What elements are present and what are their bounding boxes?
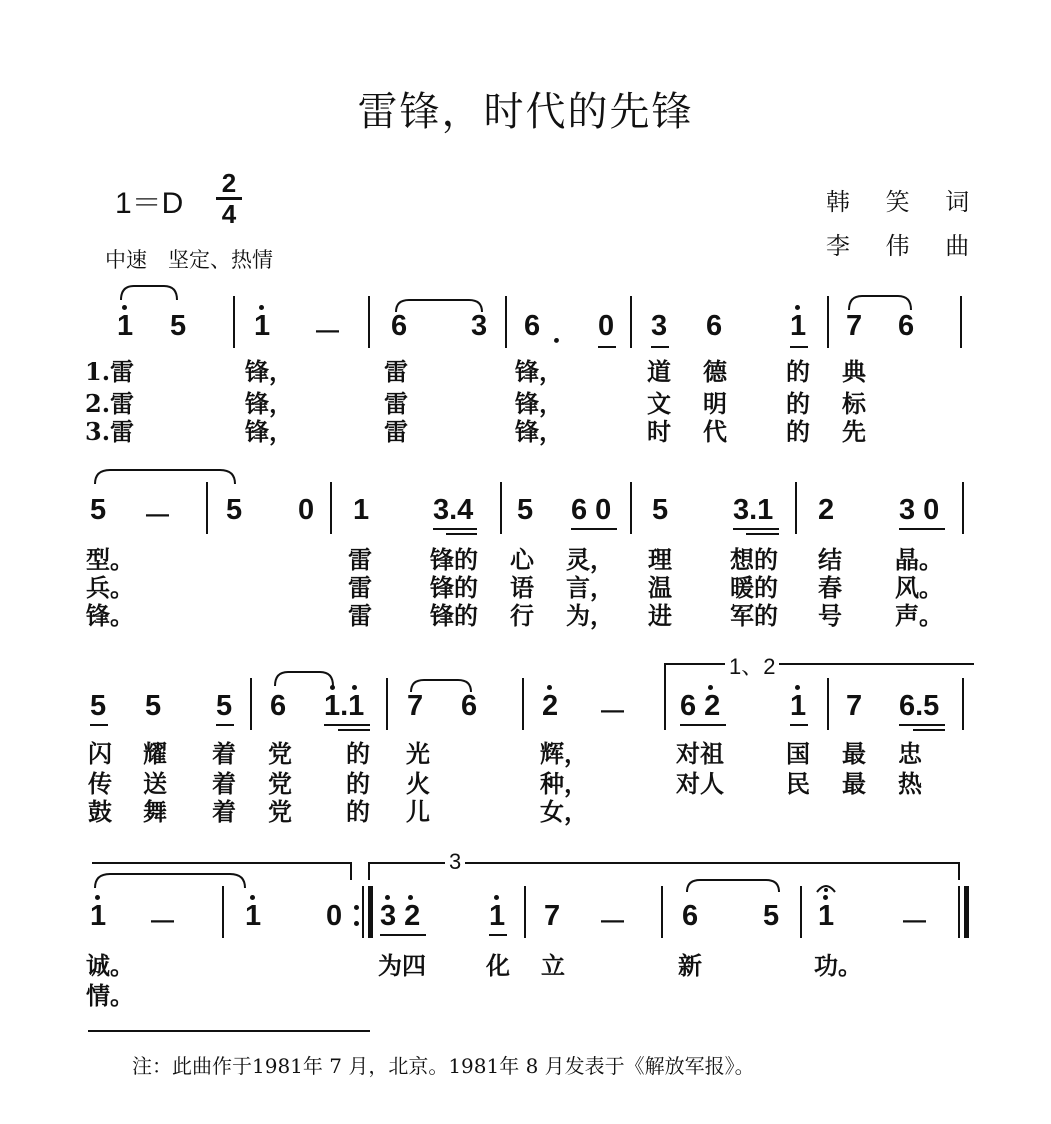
note: 6 [682, 900, 699, 932]
lyric: 锋的 [430, 545, 478, 574]
lyricist-credit: 韩 笑 词 [826, 188, 984, 216]
volta-3-label: 3 [445, 849, 465, 875]
lyric: 着 [212, 769, 236, 798]
lyric: 锋。 [86, 601, 134, 630]
lyric: 文 [647, 389, 671, 418]
slur [92, 870, 248, 890]
lyric: 的 [346, 769, 370, 798]
volta-1-2-label: 1、2 [725, 650, 779, 681]
lyric: 党 [268, 769, 292, 798]
lyric: 鼓 [88, 797, 112, 826]
lyric: 对祖 [676, 739, 724, 768]
note: 6.5 [899, 690, 940, 722]
footnote: 注：此曲作于1981年 7 月，北京。1981年 8 月发表于《解放军报》。 [132, 1054, 755, 1078]
note: 5 [216, 690, 233, 722]
lyric: 对人 [676, 769, 724, 798]
note: 1 [117, 310, 134, 342]
lyric: 新 [678, 951, 702, 980]
fermata-icon [815, 880, 837, 894]
note: 3 [651, 310, 668, 342]
lyric: 种， [540, 769, 588, 798]
lyric: 灵， [566, 545, 614, 574]
note: － [598, 907, 628, 939]
time-signature-top: 2 [221, 168, 237, 198]
lyric: 进 [648, 601, 672, 630]
lyric: 为四 [378, 951, 426, 980]
lyric: 时 [647, 417, 671, 446]
time-signature [212, 170, 246, 227]
note: 6 [270, 690, 287, 722]
note: 7 [407, 690, 424, 722]
lyric: 雷 [384, 357, 408, 386]
note: 6 [706, 310, 723, 342]
note: 5 [90, 690, 107, 722]
lyric: 理 [648, 545, 672, 574]
note: 1 [245, 900, 262, 932]
note: 1 [353, 494, 370, 526]
note: 3.4 [433, 494, 474, 526]
lyric: 功。 [814, 951, 862, 980]
time-signature-bottom: 4 [221, 199, 237, 229]
lyric: 为， [566, 601, 614, 630]
lyric: 1.雷 [85, 357, 135, 386]
lyric: 着 [212, 797, 236, 826]
lyric: 先 [842, 417, 866, 446]
lyric: 舞 [143, 797, 167, 826]
footnote-rule [88, 1030, 370, 1032]
lyric: 着 [212, 739, 236, 768]
note: 7 [544, 900, 561, 932]
lyric: 典 [842, 357, 866, 386]
lyric: 儿 [406, 797, 430, 826]
lyric: 言， [566, 573, 614, 602]
note: 1 [254, 310, 271, 342]
lyric: 2.雷 [85, 389, 135, 418]
slur [846, 292, 914, 312]
lyric: 辉， [540, 739, 588, 768]
note: 2 [542, 690, 559, 722]
slur [272, 668, 336, 688]
lyric: 想的 [730, 545, 778, 574]
lyric: 德 [703, 357, 727, 386]
note: － [143, 501, 173, 533]
lyric: 锋， [245, 417, 293, 446]
note: 3.1 [733, 494, 774, 526]
lyric: 最 [842, 739, 866, 768]
note: 7 [846, 690, 863, 722]
lyric: 的 [786, 357, 810, 386]
note: － [598, 697, 628, 729]
lyric: 号 [818, 601, 842, 630]
note: 1 [489, 900, 506, 932]
slur [118, 282, 180, 302]
lyric: 锋， [515, 357, 563, 386]
note: 3 0 [899, 494, 940, 526]
tempo-marking: 中速 坚定、热情 [105, 248, 273, 272]
note: 5 [170, 310, 187, 342]
lyric: 锋， [245, 389, 293, 418]
note: － [313, 317, 343, 349]
lyric: 的 [786, 389, 810, 418]
lyric: 心 [510, 545, 534, 574]
note: 5 [652, 494, 669, 526]
lyric: 行 [510, 601, 534, 630]
slur [92, 466, 238, 486]
lyric: 道 [647, 357, 671, 386]
lyric: 情。 [86, 981, 134, 1010]
lyric: 型。 [86, 545, 134, 574]
note: 5 [145, 690, 162, 722]
note: 2 [818, 494, 835, 526]
lyric: 明 [703, 389, 727, 418]
note: 6 2 [680, 690, 721, 722]
lyric: 女， [540, 797, 588, 826]
lyric: 标 [842, 389, 866, 418]
lyric: 火 [406, 769, 430, 798]
lyric: 风。 [895, 573, 943, 602]
lyric: 化 [486, 951, 510, 980]
lyric: 闪 [88, 739, 112, 768]
lyric: 诚。 [86, 951, 134, 980]
note: 6 0 [571, 494, 612, 526]
lyric: 锋， [515, 417, 563, 446]
lyric: 的 [346, 797, 370, 826]
lyric: 暖的 [730, 573, 778, 602]
composer-credit: 李 伟 曲 [826, 232, 984, 260]
lyric: 的 [346, 739, 370, 768]
note: 5 [517, 494, 534, 526]
note: 0 [326, 900, 343, 932]
lyric: 送 [143, 769, 167, 798]
key-signature: 1＝D [115, 187, 184, 220]
note: 3 2 [380, 900, 421, 932]
lyric: 雷 [384, 389, 408, 418]
note: 3 [471, 310, 488, 342]
note: 1 [790, 690, 807, 722]
lyric: 语 [510, 573, 534, 602]
note: 1 [790, 310, 807, 342]
note: 1.1 [324, 690, 365, 722]
note: － [148, 907, 178, 939]
lyric: 的 [786, 417, 810, 446]
lyric: 最 [842, 769, 866, 798]
lyric: 雷 [384, 417, 408, 446]
lyric: 锋， [245, 357, 293, 386]
note: 5 [90, 494, 107, 526]
lyric: 立 [541, 951, 565, 980]
lyric: 党 [268, 739, 292, 768]
lyric: 结 [818, 545, 842, 574]
lyric: 党 [268, 797, 292, 826]
lyric: 光 [406, 739, 430, 768]
lyric: 锋， [515, 389, 563, 418]
note: 6 [524, 310, 541, 342]
note: 1 [818, 900, 835, 932]
slur [408, 676, 474, 694]
slur [684, 876, 782, 894]
lyric: 晶。 [895, 545, 943, 574]
note: 6 [461, 690, 478, 722]
note: 1 [90, 900, 107, 932]
lyric: 雷 [348, 573, 372, 602]
note: 5 [763, 900, 780, 932]
lyric: 雷 [348, 601, 372, 630]
lyric: 温 [648, 573, 672, 602]
note: 6 [391, 310, 408, 342]
lyric: 声。 [895, 601, 943, 630]
lyric: 国 [786, 739, 810, 768]
lyric: 3.雷 [85, 417, 135, 446]
note: 6 [898, 310, 915, 342]
lyric: 锋的 [430, 573, 478, 602]
note: 5 [226, 494, 243, 526]
slur [393, 296, 485, 314]
lyric: 锋的 [430, 601, 478, 630]
lyric: 雷 [348, 545, 372, 574]
note: 0 [598, 310, 615, 342]
lyric: 热 [898, 769, 922, 798]
lyric: 传 [88, 769, 112, 798]
song-title: 雷锋，时代的先锋 [357, 89, 694, 135]
lyric: 军的 [730, 601, 778, 630]
note: 0 [298, 494, 315, 526]
lyric: 耀 [143, 739, 167, 768]
lyric: 代 [703, 417, 727, 446]
lyric: 民 [786, 769, 810, 798]
lyric: 兵。 [86, 573, 134, 602]
note: ． [552, 317, 582, 349]
note: 7 [846, 310, 863, 342]
lyric: 忠 [898, 739, 922, 768]
note: － [900, 907, 930, 939]
lyric: 春 [818, 573, 842, 602]
